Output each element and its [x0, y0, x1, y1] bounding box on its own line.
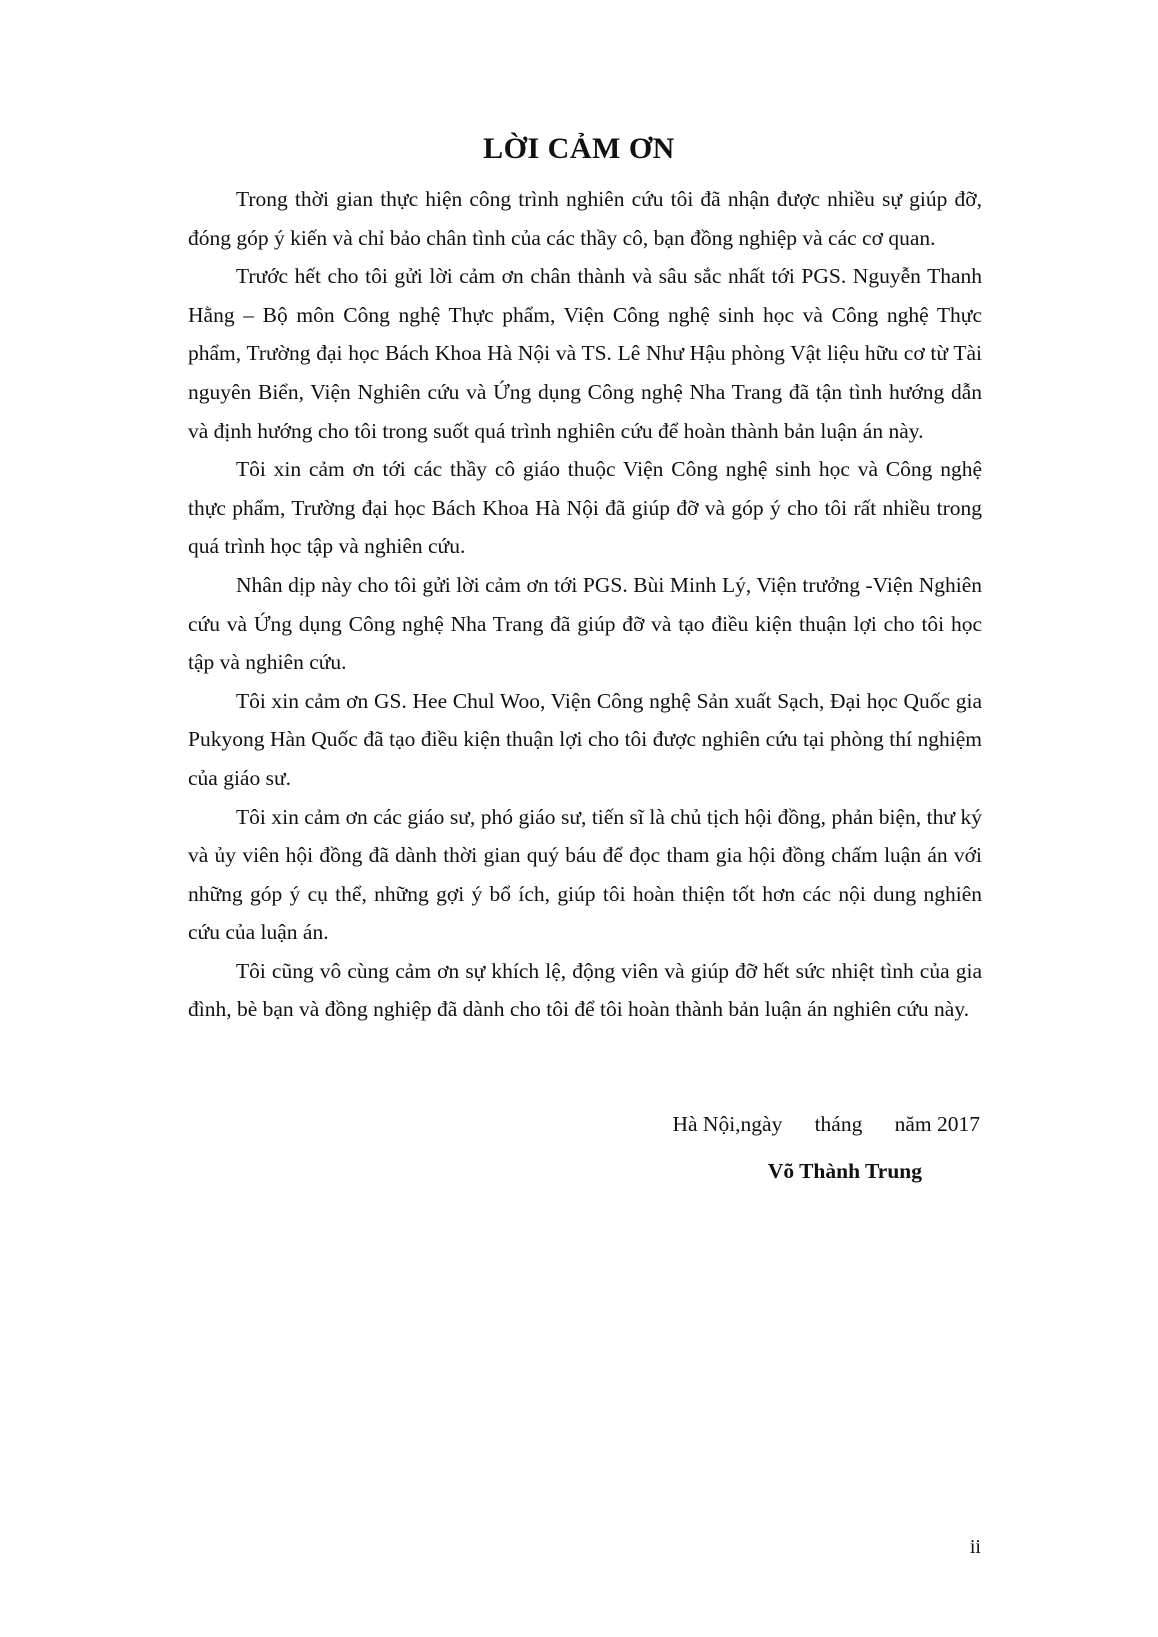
author-signature: Võ Thành Trung — [767, 1159, 922, 1183]
paragraph-4: Nhân dịp này cho tôi gửi lời cảm ơn tới PGS. Bùi Minh Lý, Viện trưởng -Viện Nghiên cứu và Ứng dụng Công nghệ Nha Trang đã giúp đỡ và tạo điều kiện thuận lợi cho tôi học tập và nghiên cứu. — [188, 572, 982, 675]
paragraph-7: Tôi cũng vô cùng cảm ơn sự khích lệ, động viên và giúp đỡ hết sức nhiệt tình của gia đình, bè bạn và đồng nghiệp đã dành cho tôi để tôi hoàn thành bản luận án nghiên cứu này. — [188, 958, 982, 1022]
acknowledgement-body — [188, 180, 982, 1029]
paragraph-5: Tôi xin cảm ơn GS. Hee Chul Woo, Viện Công nghệ Sản xuất Sạch, Đại học Quốc gia Pukyong Hàn Quốc đã tạo điều kiện thuận lợi cho tôi được nghiên cứu tại phòng thí nghiệm của giáo sư. — [188, 688, 982, 790]
paragraph-3: Tôi xin cảm ơn tới các thầy cô giáo thuộc Viện Công nghệ sinh học và Công nghệ thực phẩm, Trường đại học Bách Khoa Hà Nội đã giúp đỡ và góp ý cho tôi rất nhiều trong quá trình học tập và nghiên cứu. — [188, 457, 982, 559]
paragraph-1: Trong thời gian thực hiện công trình nghiên cứu tôi đã nhận được nhiều sự giúp đỡ, đóng góp ý kiến và chỉ bảo chân tình của các thầy cô, bạn đồng nghiệp và các cơ quan. — [188, 187, 982, 250]
paragraph-6: Tôi xin cảm ơn các giáo sư, phó giáo sư, tiến sĩ là chủ tịch hội đồng, phản biện, thư ký và ủy viên hội đồng đã dành thời gian quý báu để đọc tham gia hội đồng chấm luận án với những góp ý cụ thể, những gợi ý bổ ích, giúp tôi hoàn thiện tốt hơn các nội dung nghiên cứu của luận án. — [188, 804, 982, 945]
paragraph-2: Trước hết cho tôi gửi lời cảm ơn chân thành và sâu sắc nhất tới PGS. Nguyễn Thanh Hằng – Bộ môn Công nghệ Thực phẩm, Viện Công nghệ sinh học và Công nghệ Thực phẩm, Trường đại học Bách Khoa Hà Nội và TS. Lê Như Hậu phòng Vật liệu hữu cơ từ Tài nguyên Biển, Viện Nghiên cứu và Ứng dụng Công nghệ Nha Trang đã tận tình hướng dẫn và định hướng cho tôi trong suốt quá trình nghiên cứu để hoàn thành bản luận án này. — [188, 264, 982, 443]
place-date-line: Hà Nội,ngày tháng năm 2017 — [672, 1112, 980, 1136]
page-title: LỜI CẢM ƠN — [483, 132, 675, 165]
page-number: ii — [969, 1536, 981, 1558]
